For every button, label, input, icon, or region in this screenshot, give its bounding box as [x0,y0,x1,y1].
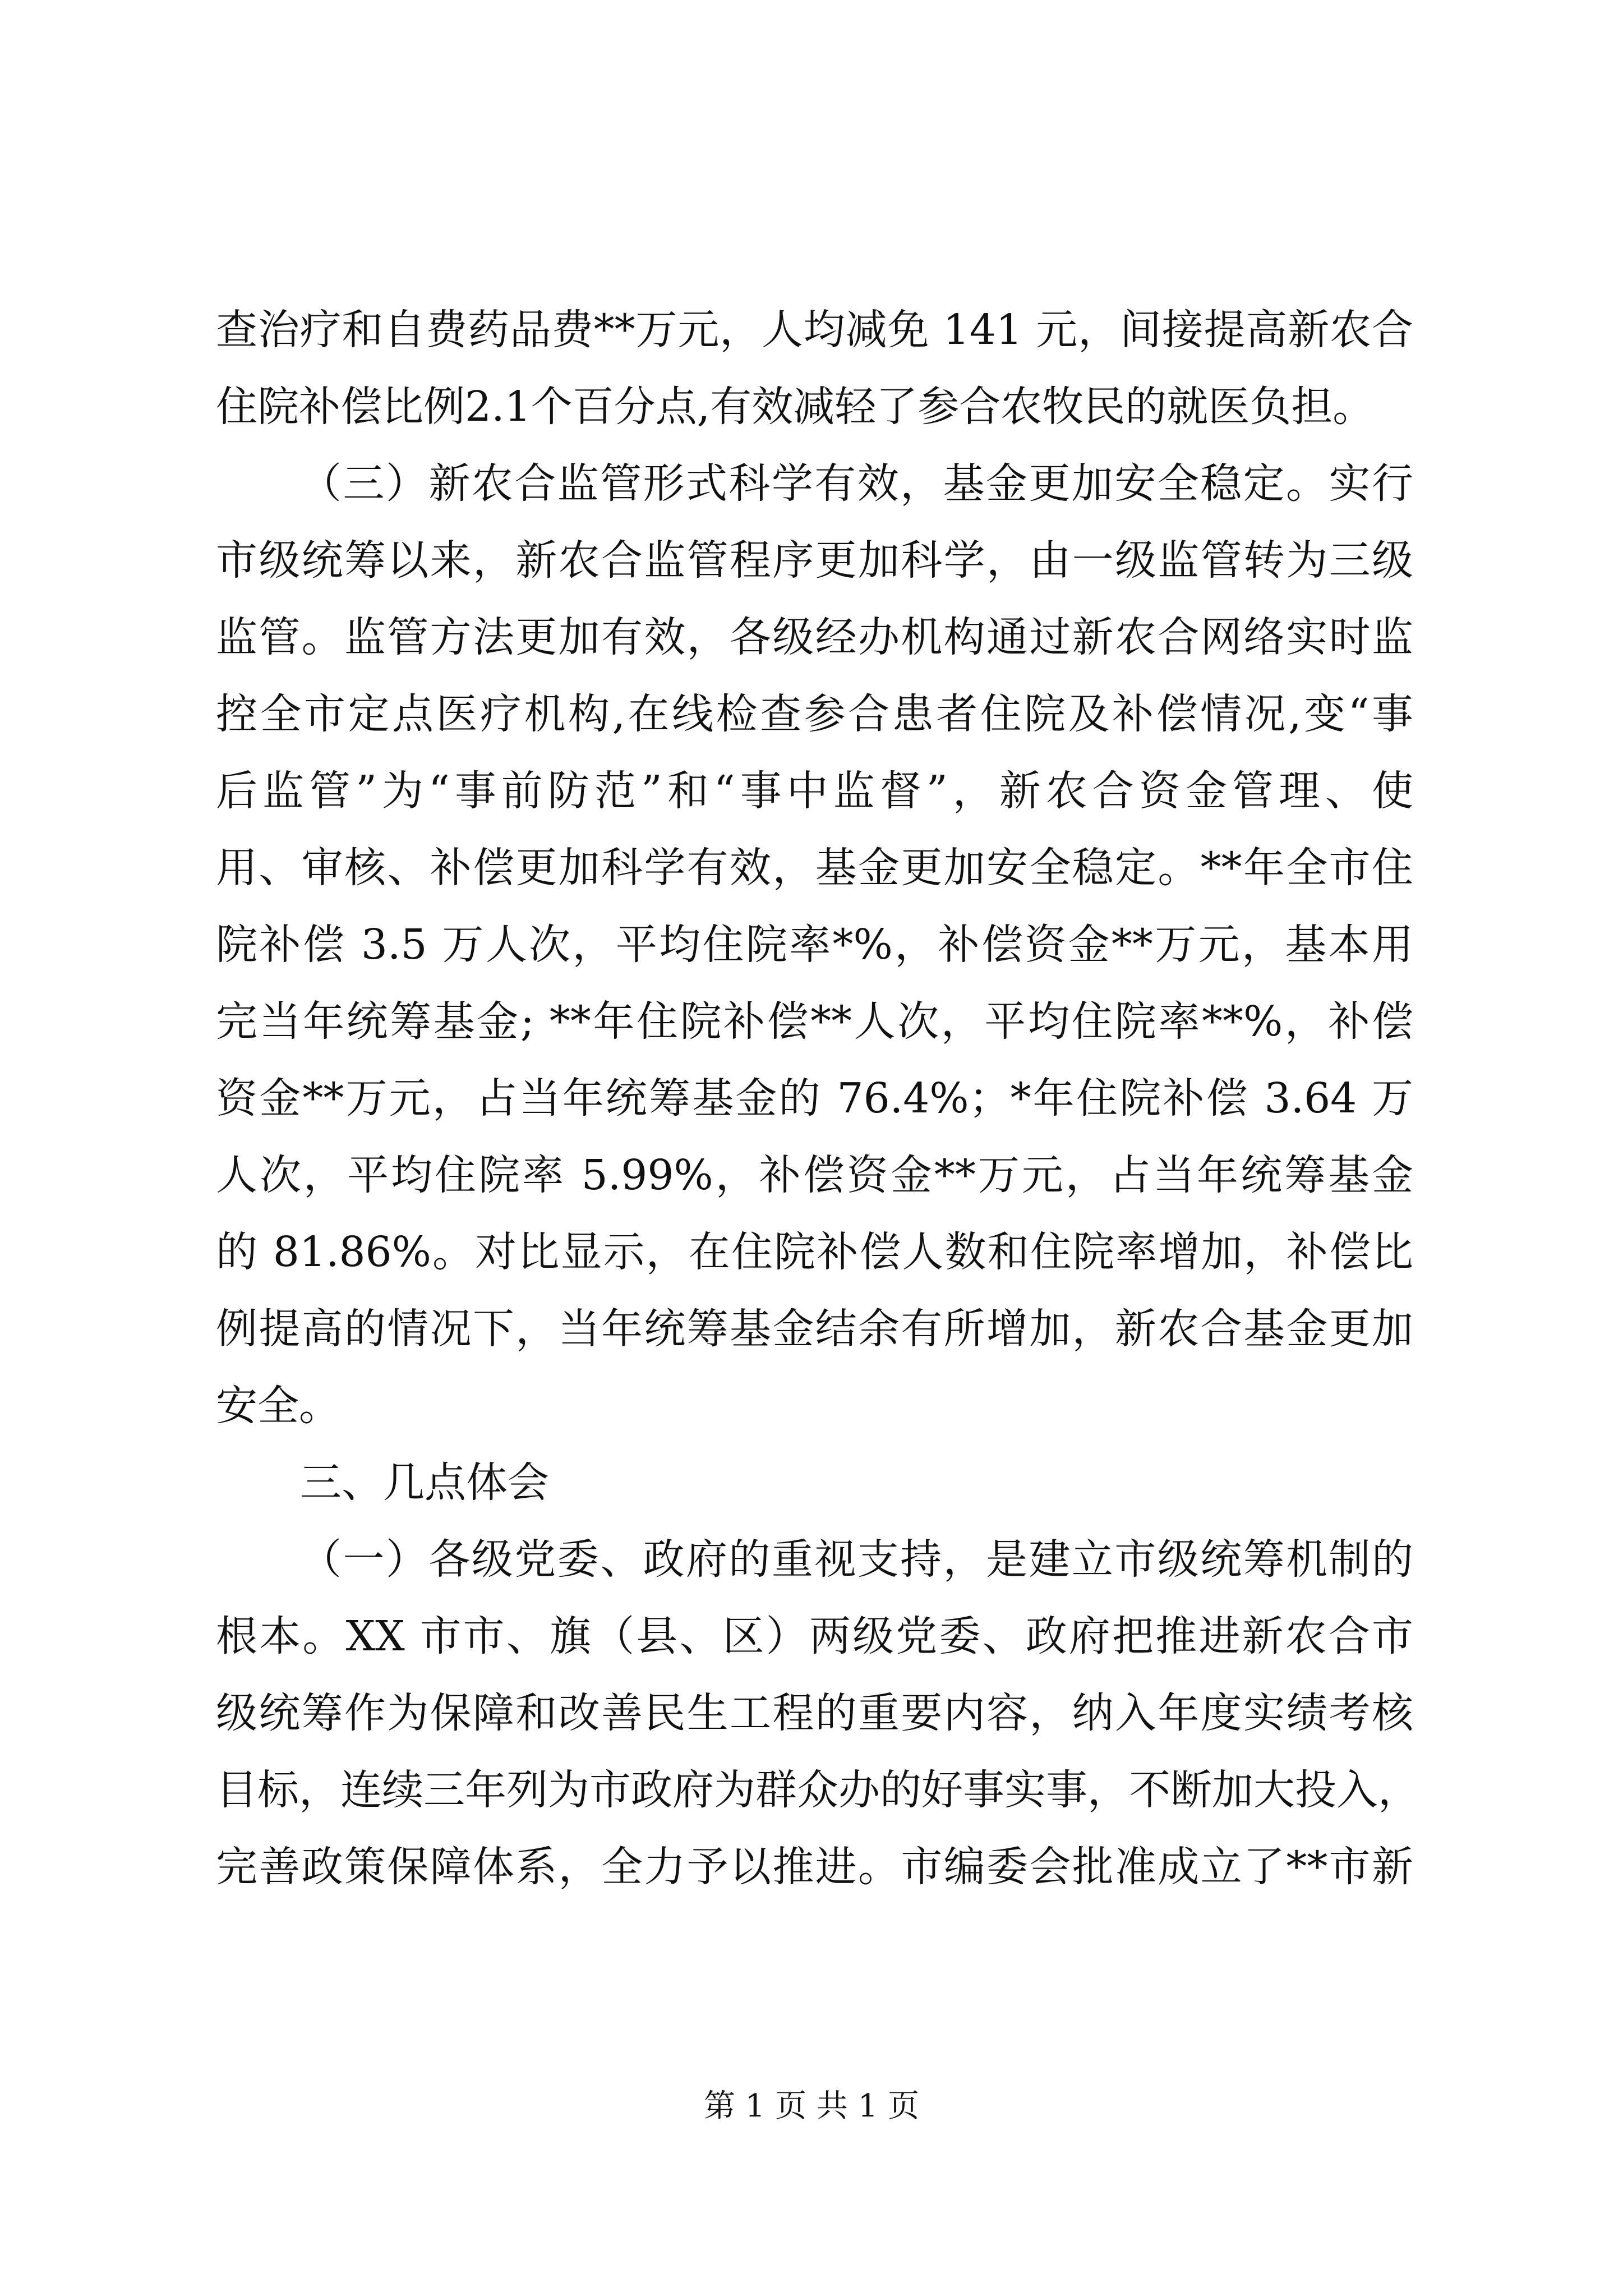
text-line: 控全市定点医疗机构,在线检查参合患者住院及补偿情况,变“事 [216,690,1413,738]
text-line: 后监管”为“事前防范”和“事中监督”，新农合资金管理、使 [216,767,1413,815]
text-line: 目标，连续三年列为市政府为群众办的好事实事，不断加大投入， [216,1766,1419,1814]
text-line: 例提高的情况下，当年统筹基金结余有所增加，新农合基金更加 [216,1305,1413,1353]
text-line: 根本。XX 市市、旗（县、区）两级党委、政府把推进新农合市 [216,1612,1413,1660]
section-heading: 三、几点体会 [300,1458,549,1507]
text-line: 完当年统筹基金; **年住院补偿**人次，平均住院率**%，补偿 [216,997,1413,1046]
text-line: 用、审核、补偿更加科学有效，基金更加安全稳定。**年全市住 [216,844,1413,892]
text-line: 完善政策保障体系，全力予以推进。市编委会批准成立了**市新 [216,1843,1413,1891]
text-line: 人次，平均住院率 5.99%，补偿资金**万元，占当年统筹基金 [216,1151,1413,1199]
text-line: 市级统筹以来，新农合监管程序更加科学，由一级监管转为三级 [216,536,1413,585]
text-line: 的 81.86%。对比显示，在住院补偿人数和住院率增加，补偿比 [216,1228,1413,1276]
text-line: 安全。 [216,1382,340,1430]
text-line: 院补偿 3.5 万人次，平均住院率*%，补偿资金**万元，基本用 [216,921,1413,969]
page-footer: 第 1 页 共 1 页 [703,2088,920,2124]
paragraph-heading: （一）各级党委、政府的重视支持，是建立市级统筹机制的 [300,1535,1413,1584]
paragraph-heading: （三）新农合监管形式科学有效，基金更加安全稳定。实行 [300,459,1413,508]
text-line: 住院补偿比例2.1个百分点,有效减轻了参合农牧民的就医负担。 [216,383,1375,431]
text-line: 监管。监管方法更加有效，各级经办机构通过新农合网络实时监 [216,613,1413,661]
text-line: 资金**万元，占当年统筹基金的 76.4%；*年住院补偿 3.64 万 [216,1074,1413,1122]
text-line: 级统筹作为保障和改善民生工程的重要内容，纳入年度实绩考核 [216,1689,1413,1737]
text-line: 查治疗和自费药品费**万元，人均减免 141 元，间接提高新农合 [216,306,1413,354]
body-text [216,292,1419,1906]
